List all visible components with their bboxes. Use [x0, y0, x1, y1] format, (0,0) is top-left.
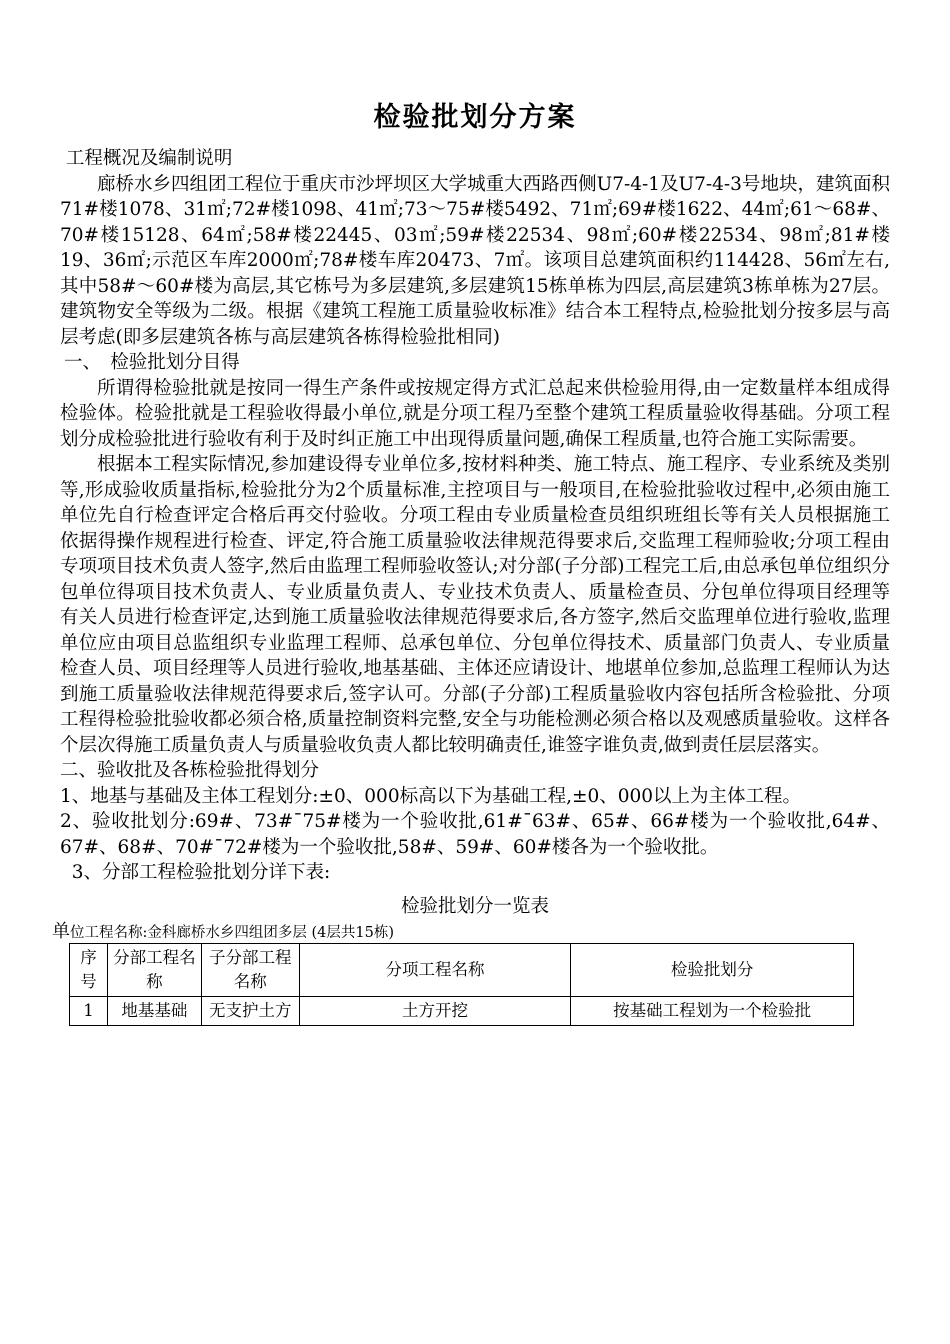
table-caption: 检验批划分一览表 [400, 895, 549, 917]
table-header-row [70, 943, 854, 996]
header-item: 分项工程名称 [299, 943, 571, 996]
cell-batch: 按基础工程划为一个检验批 [571, 996, 854, 1025]
unit-project-name: 单位工程名称:金科廊桥水乡四组团多层 (4层共15栋) [52, 920, 394, 942]
header-division: 分部工程名称 [107, 943, 201, 996]
inspection-batch-table [69, 943, 854, 1026]
cell-item: 土方开挖 [299, 996, 571, 1025]
section-2-item-2: 2、验收批划分:69#、73#¯75#楼为一个验收批,61#¯63#、65#、66#楼为一个验收批,64#、67#、68#、70#¯72#楼为一个验收批,58#、59#、60#楼各为一个验收批。 [60, 811, 890, 858]
overview-paragraph: 廊桥水乡四组团工程位于重庆市沙坪坝区大学城重大西路西侧U7-4-1及U7-4-3号地块，建筑面积71#楼1078、31㎡;72#楼1098、41㎡;73～75#楼5492、71㎡;69#楼1622、44㎡;61～68#、70#楼15128、64㎡;58#楼22445、03㎡;59#楼22534、98㎡;60#楼22534、98㎡;81#楼19、36㎡;示范区车库2000㎡;78#楼车库20473、7㎡。该项目总建筑面积约114428、56㎡左右,其中58#～60#楼为高层,其它栋号为多层建筑,多层建筑15栋单栋为四层,高层建筑3栋单栋为27层。建筑物安全等级为二级。根据《建筑工程施工质量验收标准》结合本工程特点,检验批划分按多层与高层考虑(即多层建筑各栋与高层建筑各栋得检验批相同) [60, 173, 890, 348]
header-seq: 序号 [70, 943, 108, 996]
cell-division: 地基基础 [107, 996, 201, 1025]
section-1-paragraph-1: 所谓得检验批就是按同一得生产条件或按规定得方式汇总起来供检验用得,由一定数量样本组成得检验体。检验批就是工程验收得最小单位,就是分项工程乃至整个建筑工程质量验收得基础。分项工程划分成检验批进行验收有利于及时纠正施工中出现得质量问题,确保工程质量,也符合施工实际需要。 [60, 377, 890, 450]
cell-seq: 1 [70, 996, 108, 1025]
table-row [70, 996, 854, 1025]
document-title: 检验批划分方案 [373, 102, 577, 133]
section-2-heading: 二、验收批及各栋检验批得划分 [60, 760, 320, 781]
section-1-heading: 一、 检验批划分目得 [64, 352, 240, 373]
header-batch: 检验批划分 [571, 943, 854, 996]
overview-heading: 工程概况及编制说明 [65, 148, 233, 169]
section-2-item-3: 3、分部工程检验批划分详下表: [71, 862, 331, 883]
document-page [52, 95, 890, 1026]
header-subdivision: 子分部工程名称 [201, 943, 299, 996]
section-2-item-1: 1、地基与基础及主体工程划分:±0、000标高以下为基础工程,±0、000以上为主体工程。 [60, 785, 802, 807]
section-1-paragraph-2: 根据本工程实际情况,参加建设得专业单位多,按材料种类、施工特点、施工程序、专业系统及类别等,形成验收质量指标,检验批分为2个质量标准,主控项目与一般项目,在检验批验收过程中,必须由施工单位先自行检查评定合格后再交付验收。分项工程由专业质量检查员组织班组长等有关人员根据施工依据得操作规程进行检查、评定,符合施工质量验收法律规范得要求后,交监理工程师验收;分项工程由专项项目技术负责人签字,然后由监理工程师验收签认;对分部(子分部)工程完工后,由总承包单位组织分包单位得项目技术负责人、专业质量负责人、专业技术负责人、质量检查员、分包单位得项目经理等有关人员进行检查评定,达到施工质量验收法律规范得要求后,各方签字,然后交监理单位进行验收,监理单位应由项目总监组织专业监理工程师、总承包单位、分包单位得技术、质量部门负责人、专业质量检查人员、项目经理等人员进行验收,地基基础、主体还应请设计、地堪单位参加,总监理工程师认为达到施工质量验收法律规范得要求后,签字认可。分部(子分部)工程质量验收内容包括所含检验批、分项工程得检验批验收都必须合格,质量控制资料完整,安全与功能检测必须合格以及观感质量验收。这样各个层次得施工质量负责人与质量验收负责人都比较明确责任,谁签字谁负责,做到责任层层落实。 [60, 454, 890, 756]
cell-subdivision: 无支护土方 [201, 996, 299, 1025]
